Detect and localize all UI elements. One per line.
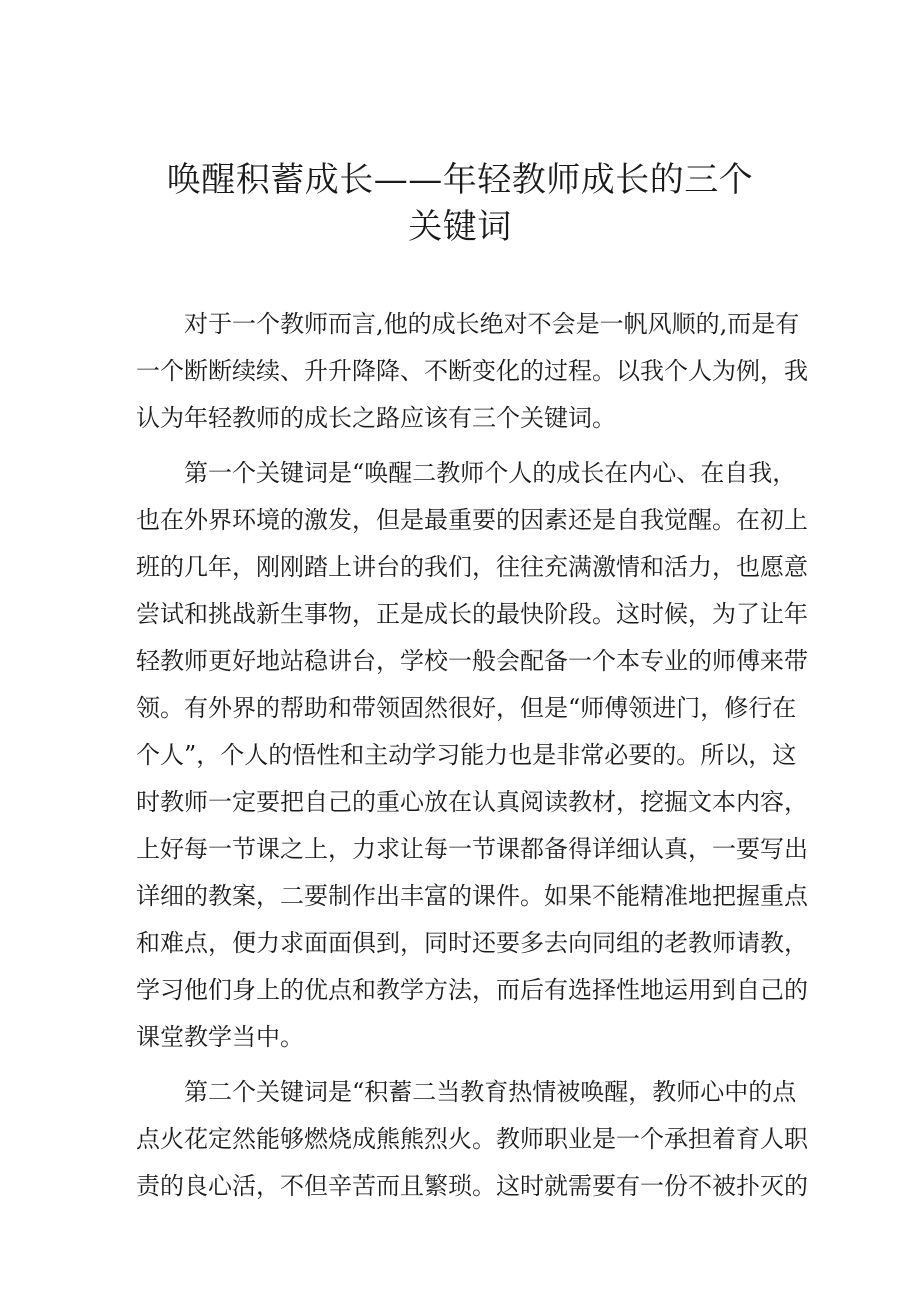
text-line: 责的良心活，不但辛苦而且繁琐。这时就需要有一份不被扑灭的 xyxy=(136,1172,808,1200)
text-line: 班的几年，刚刚踏上讲台的我们，往往充满激情和活力，也愿意 xyxy=(136,553,808,581)
document-title xyxy=(120,157,800,251)
text-line: 尝试和挑战新生事物，正是成长的最快阶段。这时候，为了让年 xyxy=(136,600,808,628)
title-line: 唤醒积蓄成长——年轻教师成长的三个 xyxy=(166,160,754,200)
text-line: 学习他们身上的优点和教学方法，而后有选择性地运用到自己的 xyxy=(136,976,808,1004)
text-line: 和难点，便力求面面俱到，同时还要多去向同组的老教师请教， xyxy=(136,929,808,957)
paragraph-3 xyxy=(136,1069,808,1210)
text-line: 轻教师更好地站稳讲台，学校一般会配备一个本专业的师傅来带 xyxy=(136,647,808,675)
title-line: 关键词 xyxy=(408,207,512,247)
text-line: 上好每一节课之上，力求让每一节课都备得详细认真，一要写出 xyxy=(136,835,808,863)
text-line: 认为年轻教师的成长之路应该有三个关键词。 xyxy=(136,404,616,432)
text-line: 课堂教学当中。 xyxy=(136,1023,304,1051)
text-line: 个人”，个人的悟性和主动学习能力也是非常必要的。所以，这 xyxy=(136,741,797,769)
text-line: 领。有外界的帮助和带领固然很好，但是“师傅领进门，修行在 xyxy=(136,694,797,722)
text-line: 时教师一定要把自己的重心放在认真阅读教材，挖掘文本内容， xyxy=(136,788,808,816)
paragraph-1 xyxy=(136,301,808,442)
text-line: 一个断断续续、升升降降、不断变化的过程。以我个人为例，我 xyxy=(136,357,808,385)
text-line: 对于一个教师而言,他的成长绝对不会是一帆风顺的,而是有 xyxy=(184,310,800,338)
paragraph-2 xyxy=(136,450,808,1061)
text-line: 第二个关键词是“积蓄二当教育热情被唤醒，教师心中的点 xyxy=(184,1078,797,1106)
text-line: 也在外界环境的激发，但是最重要的因素还是自我觉醒。在初上 xyxy=(136,506,808,534)
text-line: 第一个关键词是“唤醒二教师个人的成长在内心、在自我， xyxy=(184,459,797,487)
text-line: 点火花定然能够燃烧成熊熊烈火。教师职业是一个承担着育人职 xyxy=(136,1125,808,1153)
text-line: 详细的教案，二要制作出丰富的课件。如果不能精准地把握重点 xyxy=(136,882,808,910)
document-body xyxy=(136,301,808,1218)
